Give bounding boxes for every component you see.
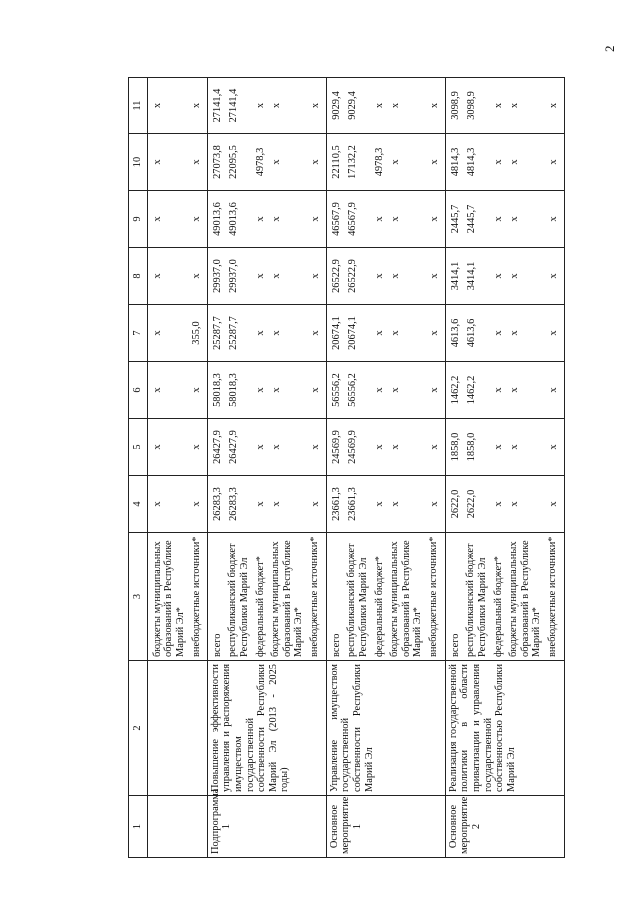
funding-source-label: внебюджетные источники* [428, 536, 440, 657]
value-cell: х [254, 387, 266, 393]
column-header-9: 9 [129, 191, 148, 248]
funding-source-label: бюджеты муниципальных образований в Республике Марий Эл* [151, 540, 186, 657]
value-cell: х [389, 102, 401, 109]
value-column-4 [207, 476, 326, 533]
funding-source-label: федеральный бюджет* [492, 556, 504, 657]
column-header-3: 3 [129, 533, 148, 661]
value-column-7 [147, 305, 207, 362]
funding-source-list [326, 533, 445, 661]
value-cell: 49013,6 [227, 202, 239, 236]
value-cell: 26522,9 [330, 259, 342, 293]
value-cell: 20674,1 [346, 316, 358, 350]
value-cell: 4613,6 [449, 318, 461, 348]
value-cell: х [428, 330, 440, 336]
column-header-10: 10 [129, 134, 148, 191]
funding-source-label: внебюджетные источники* [309, 536, 321, 657]
value-column-6 [326, 362, 445, 419]
value-cell: 355,0 [190, 321, 202, 345]
value-cell: х [254, 216, 266, 222]
value-cell: х [547, 102, 559, 109]
value-cell: 29937,0 [211, 259, 223, 293]
value-cell: х [309, 444, 321, 450]
value-cell: х [508, 501, 520, 507]
value-cell: х [151, 330, 163, 336]
column-header-8: 8 [129, 248, 148, 305]
table-row [207, 78, 326, 858]
value-cell: 4613,6 [465, 318, 477, 348]
value-column-4 [147, 476, 207, 533]
value-column-9 [147, 191, 207, 248]
value-cell: х [270, 102, 282, 109]
funding-source-label: внебюджетные источники* [547, 536, 559, 657]
funding-source-list [207, 533, 326, 661]
funding-source-label: внебюджетные источники* [190, 536, 202, 657]
value-column-6 [147, 362, 207, 419]
program-title: Повышение эффективности управления и распоряжения имуществом государственной собственности Республики Марий Эл (2013 - 2025 годы) [207, 661, 326, 796]
program-code: Основное мероприятие 2 [445, 796, 564, 858]
value-column-8 [326, 248, 445, 305]
value-cell: х [254, 501, 266, 507]
table-row [147, 78, 207, 858]
value-cell: х [508, 330, 520, 336]
funding-source-label: федеральный бюджет* [373, 556, 385, 657]
value-cell: х [373, 387, 385, 393]
value-cell: х [389, 159, 401, 165]
funding-source-label: всего [211, 633, 223, 657]
funding-source-label: федеральный бюджет* [254, 556, 266, 657]
funding-source-label: республиканский бюджет Республики Марий Эл [346, 543, 369, 657]
value-column-4 [326, 476, 445, 533]
value-cell: х [270, 216, 282, 222]
column-header-5: 5 [129, 419, 148, 476]
value-cell: х [428, 501, 440, 507]
value-cell: 17132,2 [346, 145, 358, 179]
value-cell: х [309, 216, 321, 222]
value-cell: 2622,0 [465, 489, 477, 519]
value-column-5 [326, 419, 445, 476]
value-cell: х [151, 501, 163, 507]
value-cell: 4978,3 [254, 147, 266, 177]
value-cell: х [254, 444, 266, 450]
value-cell: х [309, 273, 321, 279]
value-cell: х [254, 102, 266, 109]
funding-source-label: республиканский бюджет Республики Марий Эл [227, 543, 250, 657]
value-cell: 26427,9 [227, 430, 239, 464]
value-cell: 27141,4 [227, 88, 239, 123]
value-cell: 49013,6 [211, 202, 223, 236]
value-cell: х [309, 501, 321, 507]
program-title [147, 661, 207, 796]
column-header-7: 7 [129, 305, 148, 362]
value-cell: 27073,8 [211, 145, 223, 179]
value-cell: 20674,1 [330, 316, 342, 350]
value-cell: х [428, 159, 440, 165]
value-cell: 58018,3 [227, 373, 239, 407]
value-cell: 26283,3 [227, 487, 239, 521]
value-column-8 [207, 248, 326, 305]
value-cell: х [270, 387, 282, 393]
value-cell: х [373, 273, 385, 279]
value-column-9 [207, 191, 326, 248]
funding-source-label: бюджеты муниципальных образований в Республике Марий Эл* [508, 540, 543, 657]
page-number: 2 [602, 45, 617, 52]
value-cell: х [151, 273, 163, 279]
value-cell: 3098,9 [465, 91, 477, 120]
value-cell: х [190, 501, 202, 507]
value-cell: х [389, 501, 401, 507]
value-cell: х [309, 387, 321, 393]
value-cell: х [254, 273, 266, 279]
value-cell: х [190, 102, 202, 109]
value-cell: х [428, 387, 440, 393]
funding-source-label: бюджеты муниципальных образований в Республике Марий Эл* [270, 540, 305, 657]
program-code: Подпрограмма 1 [207, 796, 326, 858]
value-cell: х [270, 444, 282, 450]
value-cell: 29937,0 [227, 259, 239, 293]
value-cell: 1858,0 [465, 432, 477, 462]
value-cell: х [373, 501, 385, 507]
value-cell: 2445,7 [465, 204, 477, 234]
header-row [129, 78, 148, 858]
value-cell: х [151, 159, 163, 165]
value-cell: х [547, 159, 559, 165]
value-cell: х [270, 330, 282, 336]
value-cell: 25287,7 [227, 316, 239, 350]
value-cell: 3414,1 [449, 261, 461, 291]
value-column-7 [207, 305, 326, 362]
funding-table [128, 77, 565, 858]
funding-source-label: республиканский бюджет Республики Марий Эл [465, 543, 488, 657]
column-header-1: 1 [129, 796, 148, 858]
value-cell: 1462,2 [449, 375, 461, 405]
value-column-10 [207, 134, 326, 191]
value-cell: х [389, 387, 401, 393]
value-cell: 2622,0 [449, 489, 461, 519]
value-cell: х [151, 216, 163, 222]
value-cell: х [508, 387, 520, 393]
value-column-8 [445, 248, 564, 305]
value-cell: 23661,3 [346, 487, 358, 521]
value-cell: х [389, 444, 401, 450]
value-cell: х [428, 444, 440, 450]
value-cell: х [373, 102, 385, 109]
value-cell: х [151, 102, 163, 109]
program-code [147, 796, 207, 858]
value-cell: х [190, 273, 202, 279]
value-cell: 25287,7 [211, 316, 223, 350]
value-cell: х [389, 330, 401, 336]
value-column-10 [147, 134, 207, 191]
value-column-5 [147, 419, 207, 476]
value-cell: 4978,3 [373, 147, 385, 177]
value-cell: х [547, 330, 559, 336]
value-column-10 [326, 134, 445, 191]
value-cell: х [547, 444, 559, 450]
value-cell: х [270, 273, 282, 279]
value-cell: х [151, 387, 163, 393]
funding-source-label: всего [330, 633, 342, 657]
value-cell: х [309, 159, 321, 165]
value-cell: х [547, 387, 559, 393]
value-cell: 26427,9 [211, 430, 223, 464]
value-cell: х [547, 273, 559, 279]
value-cell: 58018,3 [211, 373, 223, 407]
program-title: Управление имуществом государственной собственности Республики Марий Эл [326, 661, 445, 796]
value-cell: 23661,3 [330, 487, 342, 521]
value-cell: х [492, 444, 504, 450]
value-column-9 [326, 191, 445, 248]
value-cell: х [492, 159, 504, 165]
value-cell: 26283,3 [211, 487, 223, 521]
value-cell: 46567,9 [330, 202, 342, 236]
value-cell: х [254, 330, 266, 336]
value-cell: 9029,4 [346, 91, 358, 120]
value-column-10 [445, 134, 564, 191]
value-cell: х [428, 102, 440, 109]
value-cell: х [309, 102, 321, 109]
value-cell: х [389, 216, 401, 222]
column-header-11: 11 [129, 78, 148, 134]
value-cell: х [508, 159, 520, 165]
value-cell: 4814,3 [465, 147, 477, 177]
value-cell: х [373, 444, 385, 450]
value-cell: 46567,9 [346, 202, 358, 236]
value-cell: х [428, 273, 440, 279]
value-cell: х [508, 216, 520, 222]
value-cell: х [190, 444, 202, 450]
value-cell: х [428, 216, 440, 222]
value-cell: х [508, 273, 520, 279]
value-column-7 [445, 305, 564, 362]
value-cell: х [492, 102, 504, 109]
table-row [326, 78, 445, 858]
value-cell: х [492, 216, 504, 222]
value-column-5 [445, 419, 564, 476]
value-cell: 24569,9 [330, 430, 342, 464]
table-row [445, 78, 564, 858]
value-cell: х [309, 330, 321, 336]
rotated-page [128, 78, 592, 858]
column-header-2: 2 [129, 661, 148, 796]
value-column-8 [147, 248, 207, 305]
value-cell: х [270, 501, 282, 507]
value-column-11 [207, 78, 326, 134]
value-cell: 3098,9 [449, 91, 461, 120]
column-header-6: 6 [129, 362, 148, 419]
value-cell: х [190, 387, 202, 393]
program-code: Основное мероприятие 1 [326, 796, 445, 858]
value-cell: 26522,9 [346, 259, 358, 293]
value-cell: х [151, 444, 163, 450]
value-cell: 56556,2 [330, 373, 342, 407]
value-cell: х [270, 159, 282, 165]
value-cell: 1858,0 [449, 432, 461, 462]
table-body [147, 78, 564, 858]
value-cell: х [492, 501, 504, 507]
value-cell: 22110,5 [330, 145, 342, 179]
value-column-6 [445, 362, 564, 419]
value-cell: х [492, 330, 504, 336]
value-column-5 [207, 419, 326, 476]
value-cell: х [373, 330, 385, 336]
value-cell: х [389, 273, 401, 279]
value-cell: 24569,9 [346, 430, 358, 464]
value-column-11 [326, 78, 445, 134]
value-cell: х [190, 159, 202, 165]
value-column-4 [445, 476, 564, 533]
value-cell: 27141,4 [211, 88, 223, 123]
value-cell: 56556,2 [346, 373, 358, 407]
value-cell: х [508, 444, 520, 450]
value-cell: 2445,7 [449, 204, 461, 234]
funding-source-list [445, 533, 564, 661]
value-cell: х [492, 273, 504, 279]
value-cell: х [547, 501, 559, 507]
value-cell: 9029,4 [330, 91, 342, 120]
value-column-11 [445, 78, 564, 134]
value-column-11 [147, 78, 207, 134]
value-column-9 [445, 191, 564, 248]
value-cell: 22095,5 [227, 145, 239, 179]
value-column-6 [207, 362, 326, 419]
value-cell: х [492, 387, 504, 393]
value-cell: 1462,2 [465, 375, 477, 405]
value-cell: х [547, 216, 559, 222]
funding-source-list [147, 533, 207, 661]
value-cell: х [373, 216, 385, 222]
funding-source-label: всего [449, 633, 461, 657]
value-cell: х [508, 102, 520, 109]
value-cell: х [190, 216, 202, 222]
value-cell: 4814,3 [449, 147, 461, 177]
column-header-4: 4 [129, 476, 148, 533]
funding-source-label: бюджеты муниципальных образований в Республике Марий Эл* [389, 540, 424, 657]
program-title: Реализация государственной политики в области приватизации и управления государственной собственностью Республики Марий Эл [445, 661, 564, 796]
value-column-7 [326, 305, 445, 362]
value-cell: 3414,1 [465, 261, 477, 291]
